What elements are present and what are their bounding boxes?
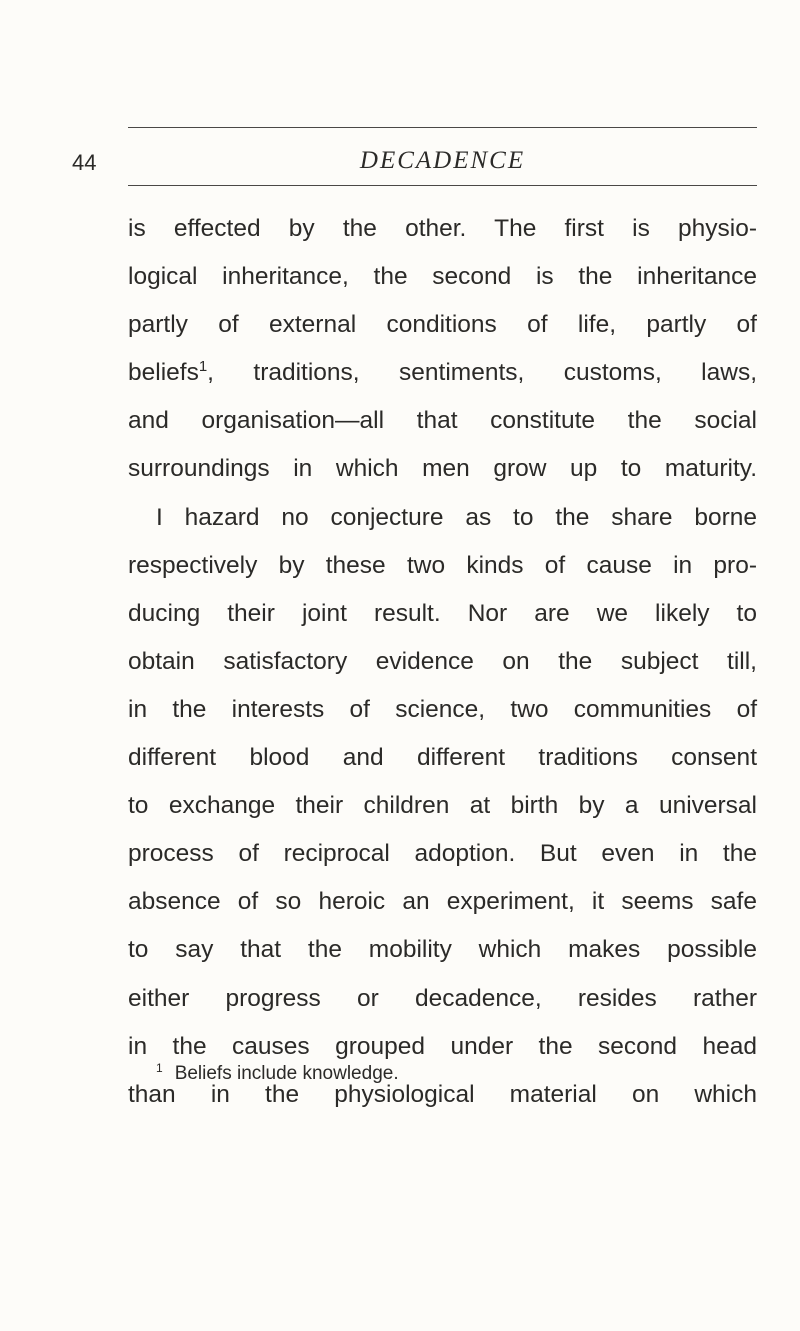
footnote-reference: 1	[198, 358, 208, 376]
text-line: than in the physiological material on which	[128, 1080, 757, 1108]
top-rule	[128, 127, 757, 128]
text-line: is effected by the other. The first is physio-	[128, 215, 757, 242]
text-line: surroundings in which men grow up to maturity.	[128, 455, 757, 483]
text-line: to exchange their children at birth by a universal	[128, 792, 757, 820]
footnote-marker: 1	[156, 1061, 163, 1075]
text-line: I hazard no conjecture as to the share borne	[156, 503, 757, 531]
text-line: either progress or decadence, resides rather	[128, 984, 757, 1012]
text-line: process of reciprocal adoption. But even in the	[128, 840, 757, 868]
text-segment: beliefs	[128, 359, 199, 387]
text-line: respectively by these two kinds of cause in pro-	[128, 551, 757, 579]
running-head: DECADENCE	[359, 147, 526, 174]
text-line: ducing their joint result. Nor are we likely to	[128, 599, 757, 627]
text-line: logical inheritance, the second is the inheritance	[128, 263, 757, 291]
page-number: 44	[72, 150, 97, 175]
text-line	[128, 349, 757, 397]
text-line: different blood and different traditions consent	[128, 744, 757, 772]
footnote-text: Beliefs include knowledge.	[174, 1063, 399, 1084]
text-line: to say that the mobility which makes possible	[128, 936, 757, 964]
text-segment: , traditions, sentiments, customs, laws,	[207, 359, 757, 387]
text-line: partly of external conditions of life, partly of	[128, 311, 757, 339]
text-line: absence of so heroic an experiment, it seems safe	[128, 888, 757, 916]
footnote	[128, 1063, 757, 1086]
header-rule	[128, 185, 757, 186]
text-line: and organisation—all that constitute the social	[128, 407, 757, 435]
text-line: in the causes grouped under the second head	[128, 1032, 757, 1060]
text-line: obtain satisfactory evidence on the subject till,	[128, 647, 757, 675]
text-line: in the interests of science, two communities of	[128, 695, 757, 723]
body-text	[128, 205, 757, 1119]
